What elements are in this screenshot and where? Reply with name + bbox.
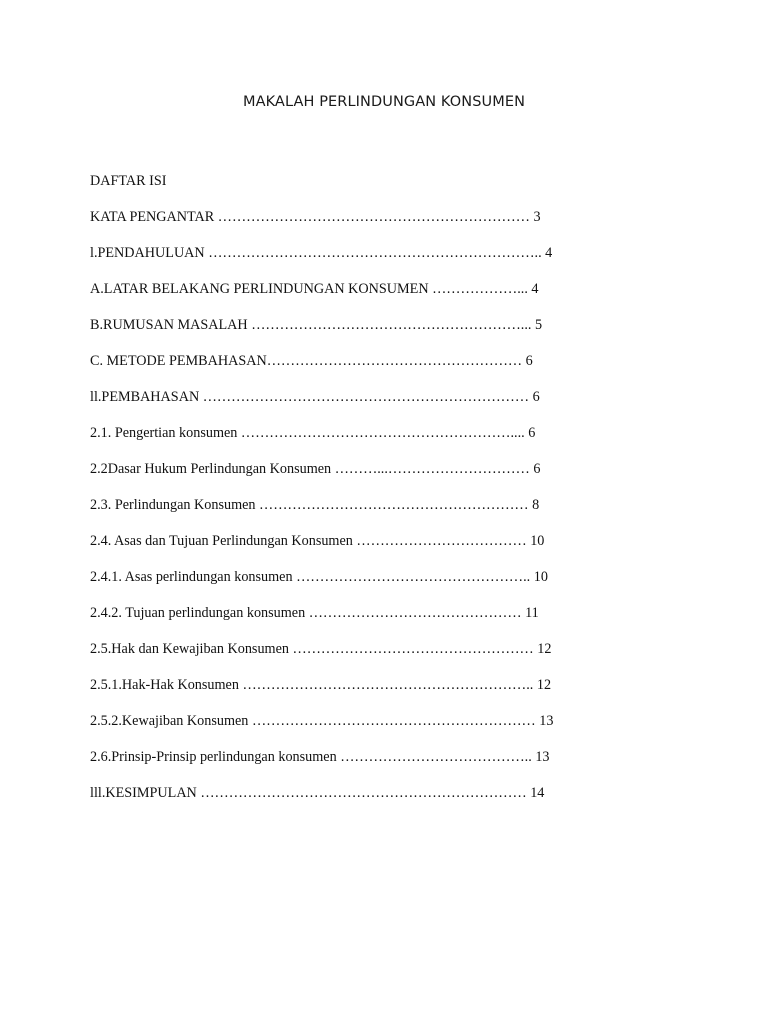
toc-entry: 2.4.1. Asas perlindungan konsumen ………………………………………….. 10 <box>90 569 548 585</box>
toc-entry: ll.PEMBAHASAN …………………………………………………………… 6 <box>90 389 540 405</box>
toc-entry: 2.3. Perlindungan Konsumen ………………………………………………… 8 <box>90 497 540 513</box>
toc-entry: 2.6.Prinsip-Prinsip perlindungan konsumen ………………………………….. 13 <box>90 749 550 765</box>
toc-list <box>90 207 600 803</box>
toc-entry: A.LATAR BELAKANG PERLINDUNGAN KONSUMEN ………………... 4 <box>90 281 539 297</box>
toc-entry: 2.5.1.Hak-Hak Konsumen …………………………………………………….. 12 <box>90 677 552 693</box>
toc-entry: 2.4.2. Tujuan perlindungan konsumen ……………………………………… 11 <box>90 605 539 621</box>
table-of-contents <box>90 171 600 819</box>
toc-entry: 2.5.2.Kewajiban Konsumen …………………………………………………… 13 <box>90 713 554 729</box>
toc-entry: C. METODE PEMBAHASAN……………………………………………… 6 <box>90 353 533 369</box>
toc-entry: 2.4. Asas dan Tujuan Perlindungan Konsumen ……………………………… 10 <box>90 533 545 549</box>
toc-entry: KATA PENGANTAR ………………………………………………………… 3 <box>90 209 541 225</box>
toc-heading: DAFTAR ISI <box>90 173 167 189</box>
toc-entry: 2.1. Pengertian konsumen ………………………………………………….... 6 <box>90 425 536 441</box>
toc-entry: 2.5.Hak dan Kewajiban Konsumen …………………………………………… 12 <box>90 641 552 657</box>
toc-entry: lll.KESIMPULAN …………………………………………………………… 14 <box>90 785 545 801</box>
toc-entry: l.PENDAHULUAN …………………………………………………………….. 4 <box>90 245 553 261</box>
toc-entry: B.RUMUSAN MASALAH …………………………………………………... 5 <box>90 317 543 333</box>
document-title: MAKALAH PERLINDUNGAN KONSUMEN <box>242 94 526 110</box>
toc-entry: 2.2Dasar Hukum Perlindungan Konsumen ………...………………………… 6 <box>90 461 541 477</box>
